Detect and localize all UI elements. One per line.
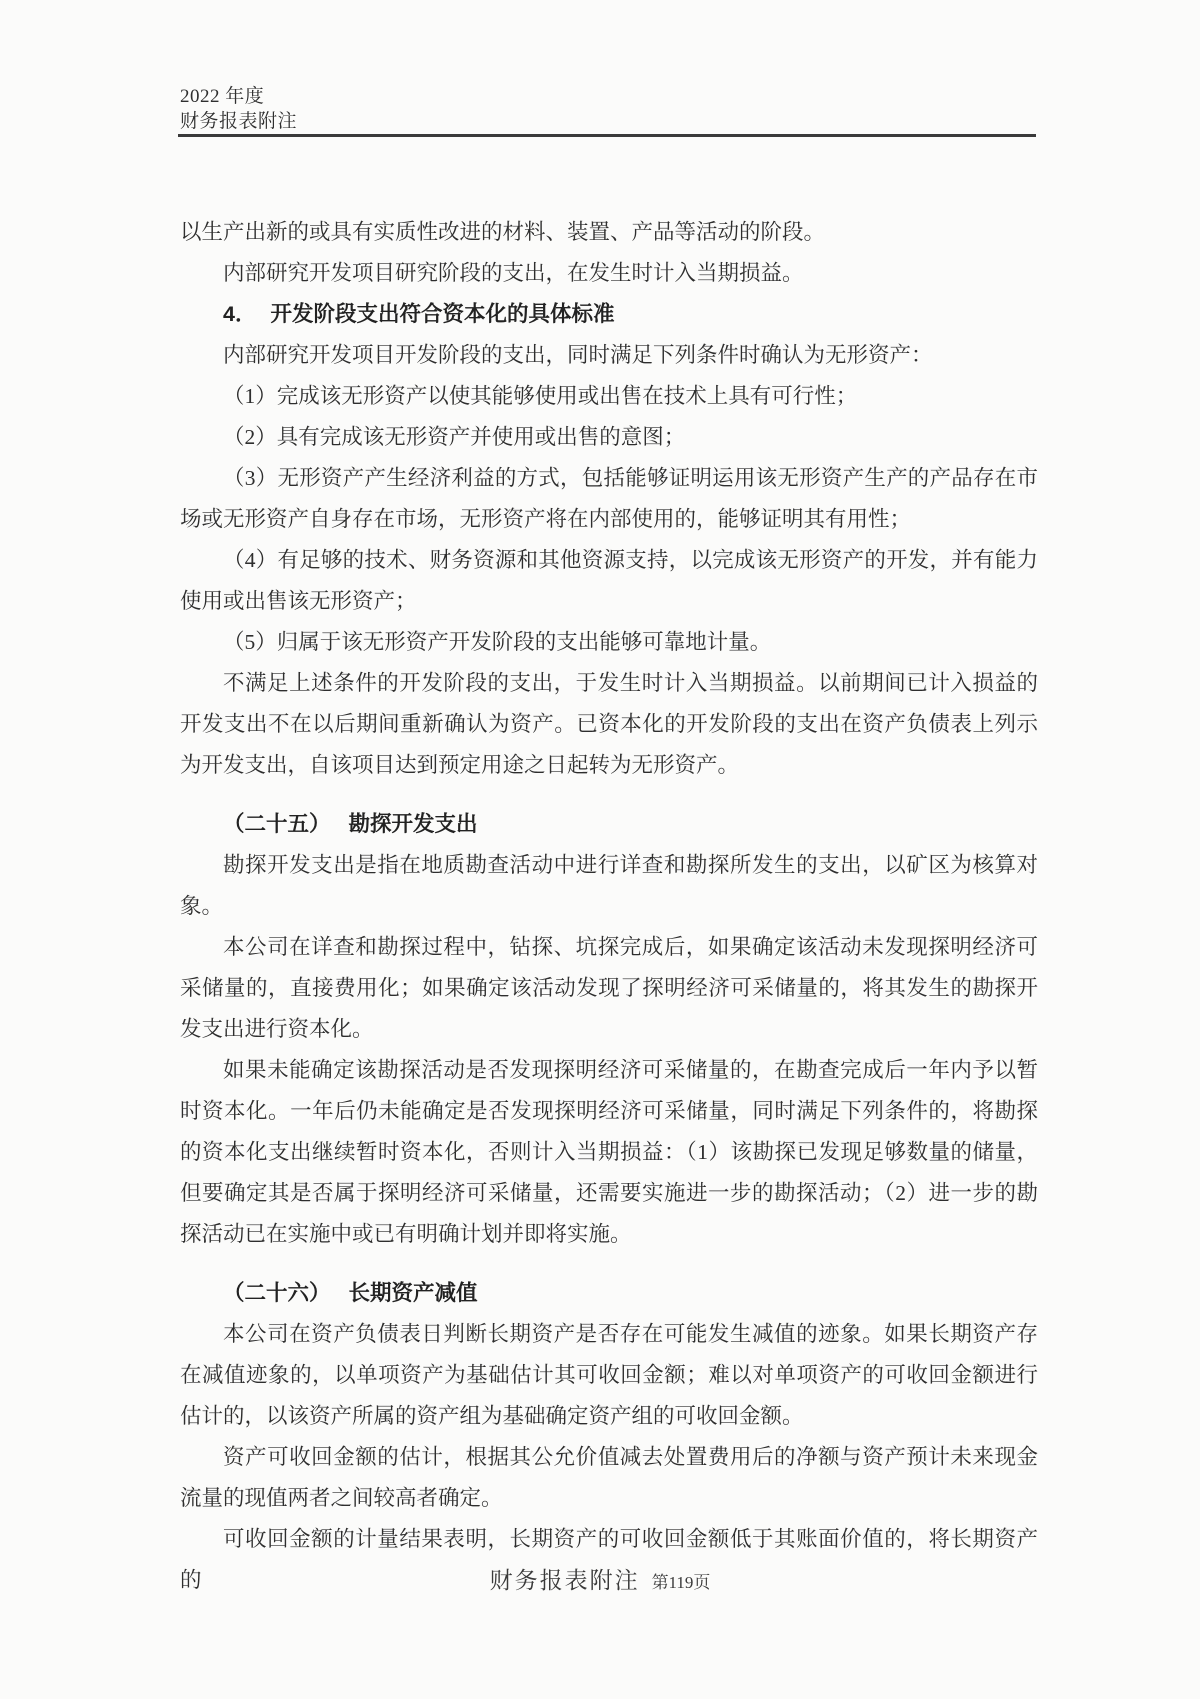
paragraph: 内部研究开发项目研究阶段的支出，在发生时计入当期损益。: [223, 261, 804, 285]
section-title: 长期资产减值: [348, 1281, 478, 1305]
section-title: 开发阶段支出符合资本化的具体标准: [270, 302, 615, 326]
paragraph: 可收回金额的计量结果表明，长期资产的可收回金额低于其账面价值的，将长期资产的: [180, 1527, 1038, 1592]
paragraph: 本公司在资产负债表日判断长期资产是否存在可能发生减值的迹象。如果长期资产存在减值迹象的，以单项资产为基础估计其可收回金额；难以对单项资产的可收回金额进行估计的，以该资产所属的资产组为基础确定资产组的可收回金额。: [180, 1322, 1038, 1428]
list-item: （2）具有完成该无形资产并使用或出售的意图；: [223, 425, 686, 449]
paragraph: 勘探开发支出是指在地质勘查活动中进行详查和勘探所发生的支出，以矿区为核算对象。: [180, 853, 1038, 918]
header-doc-title: 财务报表附注: [180, 111, 298, 132]
section-number: （二十五）: [223, 812, 331, 836]
footer-title: 财务报表附注: [489, 1568, 640, 1593]
list-item: （4）有足够的技术、财务资源和其他资源支持，以完成该无形资产的开发，并有能力使用或出售该无形资产；: [180, 548, 1038, 613]
paragraph: 本公司在详查和勘探过程中，钻探、坑探完成后，如果确定该活动未发现探明经济可采储量的，直接费用化；如果确定该活动发现了探明经济可采储量的，将其发生的勘探开发支出进行资本化。: [180, 935, 1038, 1041]
page-footer: [0, 1562, 1200, 1595]
section-heading: [180, 294, 1038, 335]
header-rule: [178, 134, 1036, 137]
paragraph: 不满足上述条件的开发阶段的支出，于发生时计入当期损益。以前期间已计入损益的开发支出不在以后期间重新确认为资产。已资本化的开发阶段的支出在资产负债表上列示为开发支出，自该项目达到预定用途之日起转为无形资产。: [180, 671, 1038, 777]
paragraph: 如果未能确定该勘探活动是否发现探明经济可采储量的，在勘查完成后一年内予以暂时资本化。一年后仍未能确定是否发现探明经济可采储量，同时满足下列条件的，将勘探的资本化支出继续暂时资本化，否则计入当期损益：（1）该勘探已发现足够数量的储量，但要确定其是否属于探明经济可采储量，还需要实施进一步的勘探活动；（2）进一步的勘探活动已在实施中或已有明确计划并即将实施。: [180, 1058, 1038, 1246]
paragraph: 内部研究开发项目开发阶段的支出，同时满足下列条件时确认为无形资产：: [223, 343, 933, 367]
list-item: （5）归属于该无形资产开发阶段的支出能够可靠地计量。: [223, 630, 772, 654]
list-item: （3）无形资产产生经济利益的方式，包括能够证明运用该无形资产生产的产品存在市场或无形资产自身存在市场，无形资产将在内部使用的，能够证明其有用性；: [180, 466, 1038, 531]
paragraph: 资产可收回金额的估计，根据其公允价值减去处置费用后的净额与资产预计未来现金流量的现值两者之间较高者确定。: [180, 1445, 1038, 1510]
header-year: 2022 年度: [180, 86, 265, 107]
section-heading: [180, 1273, 1038, 1314]
section-number: （二十六）: [223, 1281, 331, 1305]
section-heading: [180, 804, 1038, 845]
footer-page-number: 第119页: [651, 1573, 711, 1592]
list-item: （1）完成该无形资产以使其能够使用或出售在技术上具有可行性；: [223, 384, 858, 408]
document-body: [180, 212, 1038, 1601]
section-title: 勘探开发支出: [348, 812, 478, 836]
page-header: [180, 84, 297, 134]
section-number: 4．: [223, 302, 257, 326]
paragraph: 以生产出新的或具有实质性改进的材料、装置、产品等活动的阶段。: [180, 220, 826, 244]
